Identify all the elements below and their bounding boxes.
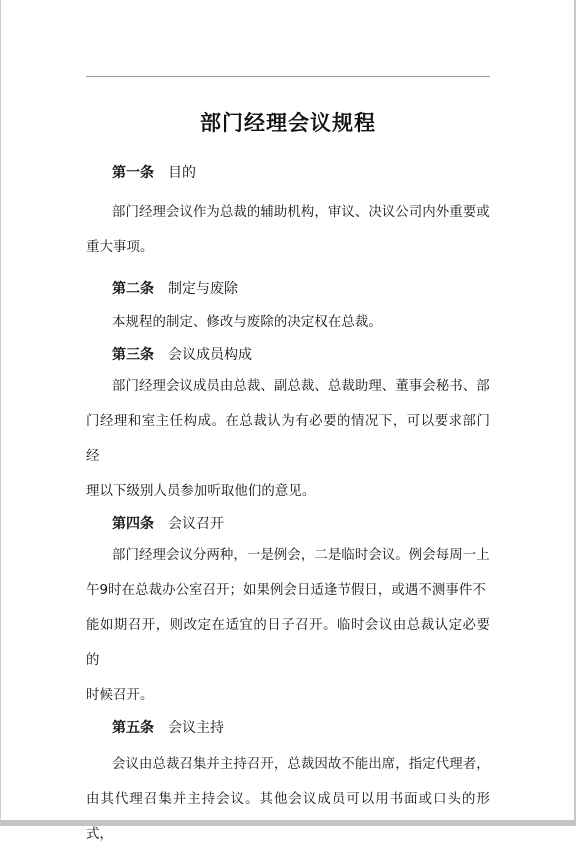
body-line: 理以下级别人员参加听取他们的意见。 (86, 484, 316, 499)
section-title: 会议主持 (168, 720, 224, 736)
section-title: 制定与废除 (168, 281, 238, 297)
document-body (86, 160, 490, 852)
header-rule (86, 76, 490, 77)
section-body (86, 747, 490, 852)
body-line: 本规程的制定、修改与废除的决定权在总裁。 (112, 315, 382, 330)
body-line: 时候召开。 (86, 688, 154, 703)
section-body (86, 538, 490, 713)
section-body (86, 195, 490, 265)
body-line: 午9时在总裁办公室召开；如果例会日适逢节假日，或遇不测事件不 (86, 583, 486, 598)
body-line: 能如期召开，则改定在适宜的日子召开。临时会议由总裁认定必要的 (86, 618, 490, 668)
body-line: 由其代理召集并主持会议。其他会议成员可以用书面或口头的形式， (86, 792, 490, 842)
body-line: 部门经理会议作为总裁的辅助机构，审议、决议公司内外重要或 (112, 205, 490, 220)
section-body (86, 305, 490, 340)
body-line: 部门经理会议成员由总裁、副总裁、总裁助理、董事会秘书、部 (112, 379, 490, 394)
body-line: 重大事项。 (86, 240, 154, 255)
section-body (86, 369, 490, 509)
section-number: 第三条 (112, 347, 154, 363)
section-number: 第五条 (112, 720, 154, 736)
document-title: 部门经理会议规程 (200, 111, 376, 135)
section-heading (86, 345, 490, 365)
body-line: 会议由总裁召集并主持召开，总裁因故不能出席，指定代理者， (112, 757, 490, 772)
body-line: 门经理和室主任构成。在总裁认为有必要的情况下，可以要求部门经 (86, 414, 490, 464)
section-title: 会议召开 (168, 516, 224, 532)
section-heading (86, 718, 490, 738)
section-heading (86, 514, 490, 534)
section-number: 第二条 (112, 281, 154, 297)
section-number: 第四条 (112, 516, 154, 532)
body-line: 部门经理会议分两种，一是例会，二是临时会议。例会每周一上 (112, 548, 490, 563)
section-title: 目的 (168, 165, 196, 181)
section-title: 会议成员构成 (168, 347, 252, 363)
section-heading (86, 279, 490, 299)
section-heading (86, 163, 490, 183)
section-number: 第一条 (112, 165, 154, 181)
